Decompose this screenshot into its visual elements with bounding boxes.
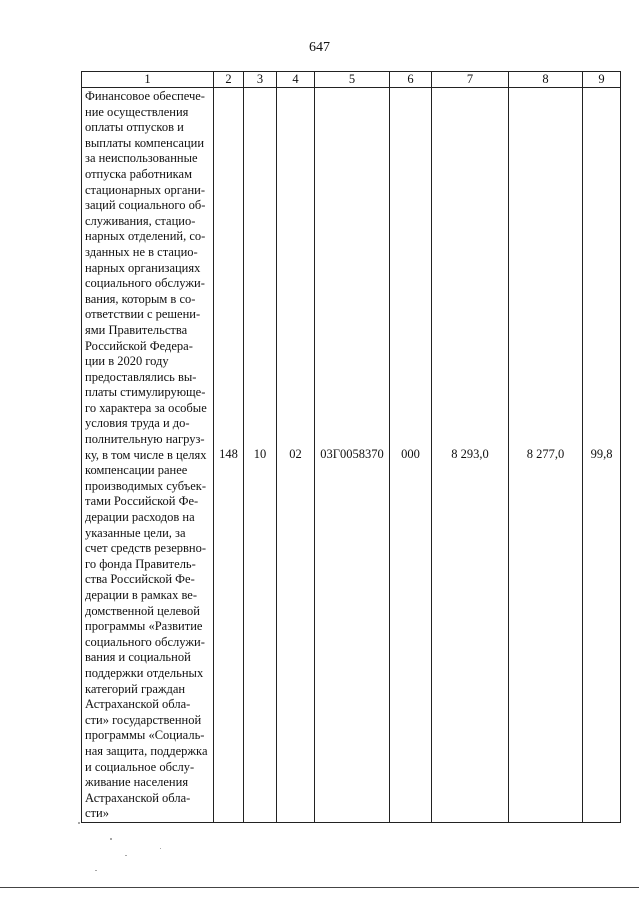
cell-col-5: 03Г0058370 (315, 88, 390, 823)
bottom-rule (0, 887, 639, 888)
cell-col-3: 10 (244, 88, 277, 823)
description-text: Финансовое обеспече- ние осуществления оплаты отпусков и выплаты компенсации за неиспользованные отпуска работникам стационарных органи- заций социального об- служивания, стацио- нарных отделений, со- зданных не в стацио- нарных организациях социального обслужи- вания, которым в со- ответствии с решени- ями Правительства Российской Федера- ции в 2020 году предоставлялись вы- платы стимулирующе- го характера за особые условия труда и до- полнительную нагруз- ку, в том числе в целях компенсации ранее производимых субъек- тами Российской Фе- дерации расходов на указанные цели, за счет средств резервно- го фонда Правитель- ства Российской Фе- дерации в рамках ве- домственной целевой программы «Развитие социального обслужи- вания и социальной поддержки отдельных категорий граждан Астраханской обла- сти» государственной программы «Социаль- ная защита, поддержка и социальное обслу- живание населения Астраханской обла- сти» (85, 89, 208, 821)
cell-col-4: 02 (277, 88, 315, 823)
column-header-9: 9 (583, 72, 621, 88)
scan-speck (160, 848, 161, 849)
cell-col-7: 8 293,0 (432, 88, 509, 823)
cell-col-8: 8 277,0 (509, 88, 583, 823)
cell-col-6: 000 (390, 88, 432, 823)
column-header-4: 4 (277, 72, 315, 88)
budget-table (81, 71, 621, 823)
column-header-7: 7 (432, 72, 509, 88)
column-header-1: 1 (82, 72, 214, 88)
column-header-3: 3 (244, 72, 277, 88)
column-header-5: 5 (315, 72, 390, 88)
cell-col-9: 99,8 (583, 88, 621, 823)
description-cell (82, 88, 214, 823)
scan-speck (125, 855, 127, 856)
scan-speck (78, 822, 80, 824)
column-header-6: 6 (390, 72, 432, 88)
column-header-2: 2 (214, 72, 244, 88)
scan-speck (95, 870, 97, 871)
page-number: 647 (309, 40, 330, 55)
column-header-8: 8 (509, 72, 583, 88)
scan-speck (110, 838, 112, 840)
table-header-row (82, 72, 621, 88)
cell-col-2: 148 (214, 88, 244, 823)
table-row (82, 88, 621, 823)
